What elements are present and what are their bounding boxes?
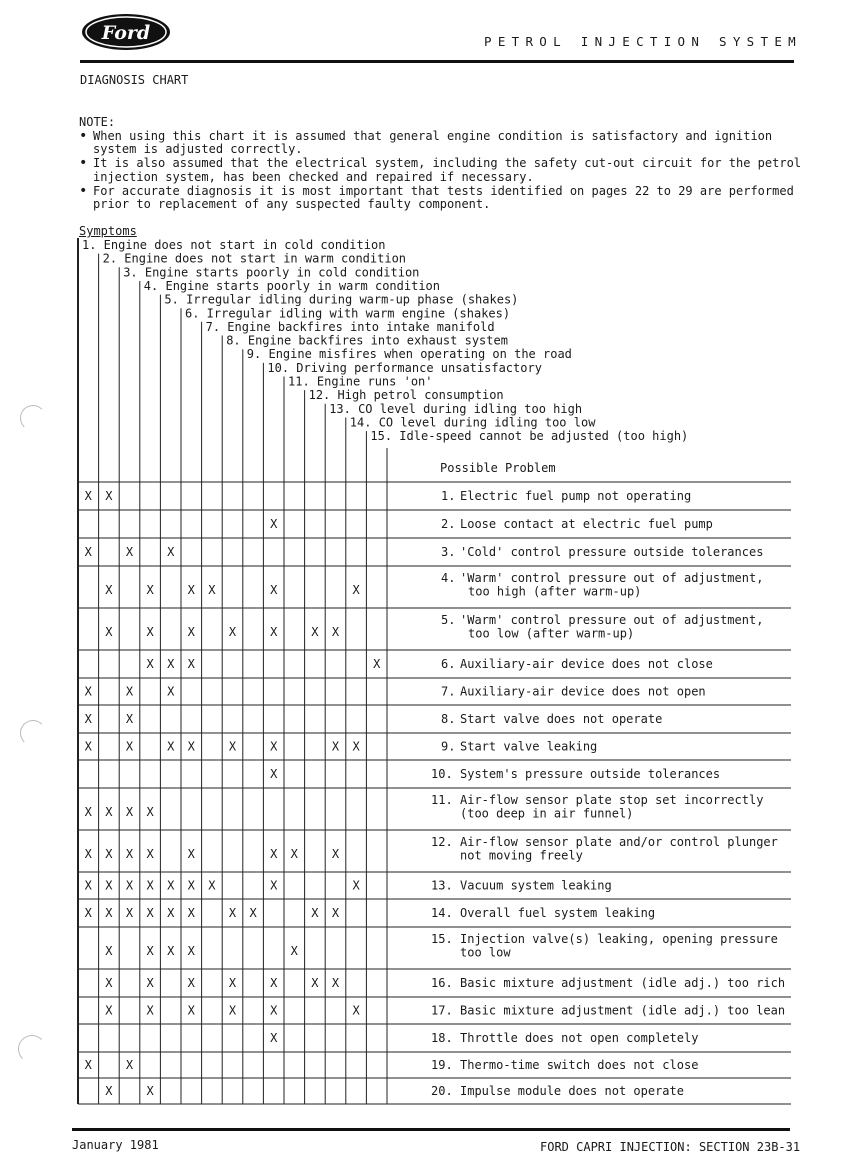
symptom-mark: X [146, 906, 154, 920]
problem-number: 7. [441, 684, 456, 699]
symptom-label: 1. Engine does not start in cold condition [82, 238, 386, 252]
symptom-mark: X [146, 805, 154, 819]
symptom-label: 6. Irregular idling with warm engine (shakes) [185, 306, 511, 321]
symptom-mark: X [290, 944, 298, 958]
problem-text: Air-flow sensor plate and/or control plunger [460, 835, 778, 849]
problem-number: 9. [441, 739, 456, 754]
symptom-mark: X [167, 657, 175, 671]
symptom-mark: X [352, 583, 360, 597]
symptom-mark: X [167, 944, 175, 958]
symptom-mark: X [105, 805, 113, 819]
symptom-mark: X [187, 739, 195, 754]
symptom-mark: X [105, 944, 113, 958]
problem-text: Basic mixture adjustment (idle adj.) too lean [460, 1003, 786, 1018]
symptom-mark: X [167, 906, 175, 920]
problem-number: 16. [431, 976, 453, 990]
problem-text: Overall fuel system leaking [460, 906, 656, 920]
footer-section: FORD CAPRI INJECTION: SECTION 23B-31 [540, 1140, 801, 1154]
binder-hole-mark [20, 405, 46, 431]
symptom-mark: X [228, 625, 237, 639]
symptom-mark: X [331, 976, 340, 990]
symptom-mark: X [208, 878, 216, 893]
symptom-mark: X [125, 739, 134, 754]
symptom-mark: X [84, 878, 92, 893]
problem-number: 3. [441, 545, 456, 559]
symptom-mark: X [146, 657, 154, 671]
symptom-mark: X [187, 1003, 195, 1018]
symptom-mark: X [270, 767, 278, 781]
symptom-label: 9. Engine misfires when operating on the road [246, 347, 572, 362]
problem-text: Auxiliary-air device does not close [460, 657, 713, 671]
symptom-label: 11. Engine runs 'on' [288, 374, 433, 389]
symptom-mark: X [146, 847, 154, 861]
symptom-mark: X [105, 847, 113, 861]
symptom-mark: X [270, 625, 278, 639]
problem-number: 15. [431, 932, 453, 946]
symptom-mark: X [146, 583, 154, 597]
problem-number: 13. [431, 878, 453, 893]
note-item: • For accurate diagnosis it is most important that tests identified on pages 22 to 29 are performed prior to replacement of any suspected faulty component. [79, 185, 809, 212]
problem-number: 8. [441, 712, 456, 726]
problem-text: Loose contact at electric fuel pump [460, 517, 713, 531]
symptom-mark: X [105, 625, 113, 639]
problem-number: 1. [441, 489, 456, 503]
problem-text: Start valve does not operate [460, 712, 663, 726]
symptom-mark: X [84, 805, 92, 819]
symptom-mark: X [84, 684, 92, 699]
symptom-label: 5. Irregular idling during warm-up phase (shakes) [164, 292, 519, 307]
problem-number: 2. [441, 517, 456, 531]
symptom-mark: X [105, 1084, 113, 1098]
symptom-label: 12. High petrol consumption [308, 388, 504, 403]
symptom-mark: X [290, 847, 298, 861]
problem-text: Auxiliary-air device does not open [460, 684, 706, 699]
problem-text: Vacuum system leaking [460, 878, 612, 893]
symptom-label: 2. Engine does not start in warm condition [102, 251, 407, 266]
logo-text: Ford [101, 22, 151, 44]
symptom-mark: X [228, 1003, 237, 1018]
chart-title: DIAGNOSIS CHART [80, 73, 189, 87]
symptom-mark: X [146, 944, 154, 958]
symptom-mark: X [125, 906, 134, 920]
header-title: PETROL INJECTION SYSTEM [484, 34, 802, 49]
problem-text: Throttle does not open completely [460, 1031, 699, 1045]
symptom-mark: X [187, 657, 195, 671]
problem-number: 14. [431, 906, 453, 920]
symptom-mark: X [146, 1084, 154, 1098]
symptom-mark: X [187, 906, 195, 920]
problem-text: too high (after warm-up) [468, 584, 642, 599]
symptom-mark: X [331, 847, 340, 861]
problem-text: 'Warm' control pressure out of adjustment, [460, 613, 764, 627]
symptom-mark: X [187, 625, 195, 639]
symptom-mark: X [146, 976, 154, 990]
symptoms-heading: Symptoms [79, 224, 137, 238]
symptom-label: 14. CO level during idling too low [349, 415, 596, 430]
symptom-label: 8. Engine backfires into exhaust system [226, 333, 508, 348]
problem-number: 11. [431, 793, 453, 807]
symptom-mark: X [270, 976, 278, 990]
symptom-mark: X [125, 545, 134, 559]
symptom-mark: X [331, 625, 340, 639]
symptom-mark: X [105, 489, 113, 503]
symptom-mark: X [228, 906, 237, 920]
problem-number: 19. [431, 1058, 453, 1072]
symptom-mark: X [228, 976, 237, 990]
symptom-mark: X [311, 625, 319, 639]
symptom-mark: X [270, 1003, 278, 1018]
problem-text: too low (after warm-up) [468, 626, 635, 641]
symptom-mark: X [167, 545, 175, 559]
note-item: • It is also assumed that the electrical system, including the safety cut-out circuit for the petrol injection system, has been checked and repaired if necessary. [79, 157, 809, 184]
symptom-mark: X [167, 878, 175, 893]
problem-number: 18. [431, 1031, 453, 1045]
symptom-mark: X [270, 847, 278, 861]
symptom-mark: X [84, 847, 92, 861]
problem-text: not moving freely [460, 848, 583, 863]
symptom-mark: X [352, 878, 360, 893]
symptom-mark: X [352, 1003, 360, 1018]
problem-text: too low [460, 945, 511, 960]
symptom-mark: X [105, 583, 113, 597]
problem-number: 12. [431, 835, 453, 849]
problem-number: 6. [441, 657, 456, 671]
symptom-label: 13. CO level during idling too high [329, 401, 583, 416]
symptom-mark: X [331, 739, 340, 754]
symptom-mark: X [125, 805, 134, 819]
symptom-mark: X [84, 739, 92, 754]
symptom-mark: X [105, 878, 113, 893]
symptom-mark: X [187, 847, 195, 861]
problem-text: 'Warm' control pressure out of adjustment, [460, 571, 764, 585]
symptom-mark: X [311, 976, 319, 990]
symptom-mark: X [84, 545, 92, 559]
symptom-mark: X [125, 878, 134, 893]
symptom-mark: X [270, 739, 278, 754]
symptom-mark: X [270, 583, 278, 597]
symptom-mark: X [84, 712, 92, 726]
symptom-mark: X [270, 517, 278, 531]
problem-text: 'Cold' control pressure outside tolerances [460, 545, 764, 559]
problem-number: 20. [431, 1084, 453, 1098]
symptom-label: 7. Engine backfires into intake manifold [205, 319, 495, 334]
problem-number: 17. [431, 1003, 453, 1018]
symptom-mark: X [270, 1031, 278, 1045]
symptom-mark: X [125, 1058, 134, 1072]
symptom-mark: X [105, 976, 113, 990]
symptom-mark: X [84, 1058, 92, 1072]
problem-text: (too deep in air funnel) [460, 806, 634, 821]
symptom-mark: X [352, 739, 360, 754]
symptom-mark: X [311, 906, 319, 920]
symptom-mark: X [125, 712, 134, 726]
symptom-mark: X [187, 944, 195, 958]
problem-number: 4. [441, 571, 456, 585]
binder-hole-mark [20, 720, 46, 746]
problem-text: Basic mixture adjustment (idle adj.) too rich [460, 976, 786, 990]
symptom-mark: X [125, 684, 134, 699]
symptom-mark: X [146, 1003, 154, 1018]
symptom-mark: X [187, 976, 195, 990]
symptom-mark: X [84, 906, 92, 920]
symptom-mark: X [125, 847, 134, 861]
problem-text: Injection valve(s) leaking, opening pressure [460, 932, 778, 946]
note-item: • When using this chart it is assumed that general engine condition is satisfactory and ignition system is adjusted correctly. [79, 130, 809, 157]
symptom-mark: X [228, 739, 237, 754]
symptom-mark: X [331, 906, 340, 920]
problem-number: 10. [431, 767, 453, 781]
problem-text: System's pressure outside tolerances [460, 767, 721, 781]
symptom-label: 3. Engine starts poorly in cold condition [123, 265, 420, 280]
problem-heading: Possible Problem [440, 461, 556, 475]
symptom-label: 10. Driving performance unsatisfactory [267, 360, 542, 375]
symptom-mark: X [167, 684, 175, 699]
symptom-mark: X [187, 878, 195, 893]
problem-text: Thermo-time switch does not close [460, 1058, 699, 1072]
symptom-mark: X [270, 878, 278, 893]
symptom-mark: X [249, 906, 257, 920]
notes-label: NOTE: [79, 115, 116, 129]
footer-rule [72, 1128, 790, 1131]
symptom-mark: X [146, 625, 154, 639]
problem-text: Electric fuel pump not operating [460, 489, 692, 503]
symptom-mark: X [105, 1003, 113, 1018]
problem-text: Air-flow sensor plate stop set incorrectly [460, 793, 764, 807]
problem-text: Start valve leaking [460, 739, 598, 754]
problem-text: Impulse module does not operate [460, 1084, 684, 1098]
symptom-mark: X [208, 583, 216, 597]
symptom-mark: X [105, 906, 113, 920]
problem-number: 5. [441, 613, 456, 627]
symptom-mark: X [167, 739, 175, 754]
symptom-label: 4. Engine starts poorly in warm condition [143, 278, 441, 293]
symptom-mark: X [373, 657, 381, 671]
binder-hole-mark [18, 1035, 46, 1063]
footer-date: January 1981 [72, 1138, 159, 1152]
symptom-mark: X [146, 878, 154, 893]
symptom-mark: X [187, 583, 195, 597]
symptom-mark: X [84, 489, 92, 503]
symptom-label: 15. Idle-speed cannot be adjusted (too high) [370, 429, 689, 444]
